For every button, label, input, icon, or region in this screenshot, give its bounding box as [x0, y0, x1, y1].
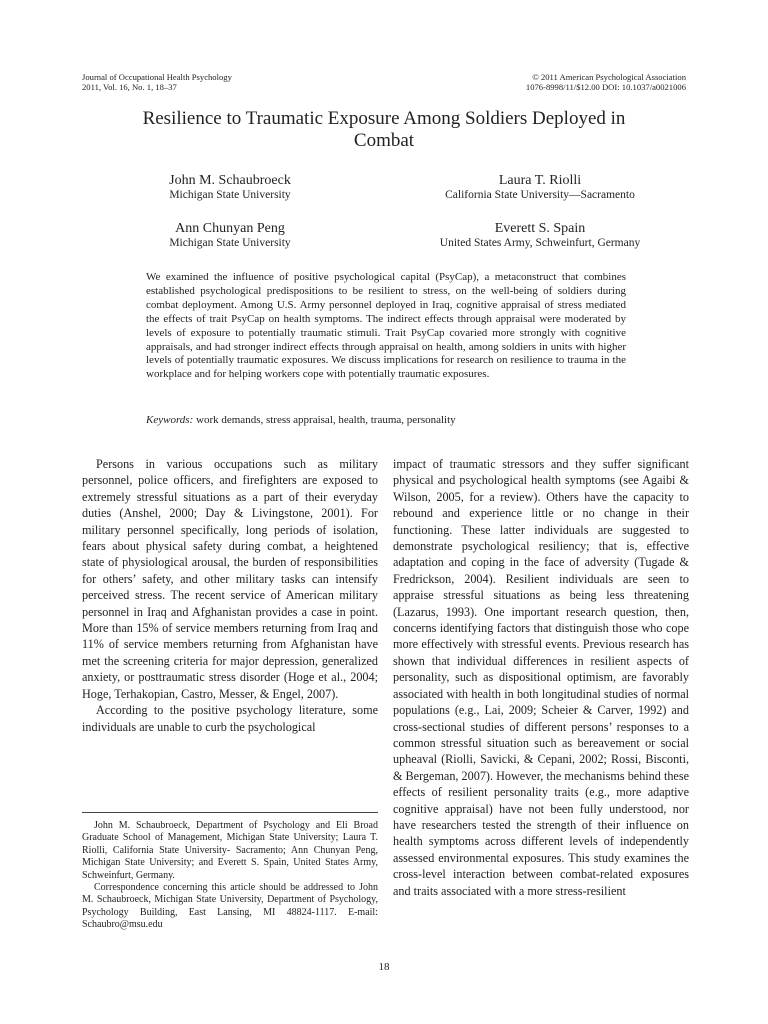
doi-line: 1076-8998/11/$12.00 DOI: 10.1037/a0021006 [525, 82, 686, 92]
author-name: Laura T. Riolli [498, 173, 582, 188]
body-paragraph: According to the positive psychology literature, some individuals are unable to curb the psychological [82, 703, 378, 734]
author-name: Ann Chunyan Peng [175, 221, 285, 236]
footnote-paragraph: Correspondence concerning this article should be addressed to John M. Schaubroeck, Michigan State University, Department of Psychology, Psychology Building, East Lansing, MI 48824-1117. E-mail: Schaubro@msu.edu [82, 882, 378, 931]
journal-volume: 2011, Vol. 16, No. 1, 18–37 [82, 82, 177, 92]
article-title: Resilience to Traumatic Exposure Among Soldiers Deployed in Combat [142, 108, 626, 151]
copyright-header [526, 72, 686, 92]
footnote-divider [82, 812, 378, 813]
author-name: Everett S. Spain [494, 221, 586, 236]
body-column-left [82, 456, 378, 735]
journal-header [82, 72, 232, 92]
author-block [130, 172, 330, 202]
keywords-text: work demands, stress appraisal, health, trauma, personality [196, 414, 456, 426]
page-number: 18 [378, 961, 390, 973]
keywords [146, 414, 456, 427]
body-paragraph: impact of traumatic stressors and they suffer significant physical and psychological health symptoms (see Agaibi & Wilson, 2005, for a review). Others have the capacity to rebound and experience little or no change in their functioning. These latter individuals are suggested to demonstrate psychological resiliency; that is, effective adaptation and coping in the face of adversity (Tugade & Fredrickson, 2004). Resilient individuals are seen to appraise stressful situations as being less threatening (Lazarus, 1993). One important research question, then, concerns identifying factors that distinguish those who cope more effectively with stressful events. Previous research has shown that individual differences in resilient aspects of personality, such as dispositional optimism, are favorably associated with health in both longitudinal studies of normal populations (e.g., Lai, 2009; Scheier & Carver, 1992) and cross-sectional studies of different persons’ responses to a common stressful situation such as bereavement or social upheaval (Riolli, Savicki, & Cepani, 2002; Rossi, Bisconti, & Bergeman, 2007). However, the mechanisms behind these effects of resilient personality traits (e.g., more adaptive cognitive appraisal) have not been fully understood, nor have researchers tested the strength of their influence on health symptoms across different levels of independently assessed environmental exposures. This study examines the cross-level interaction between combat-related exposures and traits associated with a more stress-resilient [393, 457, 689, 898]
author-affiliation: California State University—Sacramento [445, 189, 635, 201]
author-block [130, 220, 330, 250]
author-affiliation: Michigan State University [169, 237, 291, 249]
abstract: We examined the influence of positive psychological capital (PsyCap), a metaconstruct that combines established psychological predispositions to be resilient to stress, on the well-being of soldiers during combat deployment. Among U.S. Army personnel deployed in Iraq, cognitive appraisal of stress mediated the effects of trait PsyCap on health symptoms. The indirect effects through appraisal were moderated by levels of exposure to potentially traumatic stimuli. Trait PsyCap covaried more strongly with cognitive appraisals, and had stronger indirect effects through appraisal on health, among soldiers in units with higher levels of potentially traumatic exposures. We discuss implications for research on resilience to trauma in the workplace and for helping workers cope with potentially traumatic exposures. [146, 271, 626, 381]
footnote-paragraph: John M. Schaubroeck, Department of Psychology and Eli Broad Graduate School of Management, Michigan State University; Laura T. Riolli, California State University- Sacramento; Ann Chunyan Peng, Michigan State University; and Everett S. Spain, United States Army, Schweinfurt, Germany. [82, 820, 378, 881]
copyright-line: © 2011 American Psychological Association [532, 72, 686, 82]
author-block [400, 172, 680, 202]
author-affiliation: United States Army, Schweinfurt, Germany [439, 237, 641, 249]
author-footnote [82, 820, 378, 932]
body-column-right [393, 456, 689, 899]
author-block [400, 220, 680, 250]
keywords-label: Keywords: [146, 414, 194, 426]
author-name: John M. Schaubroeck [169, 173, 291, 188]
author-affiliation: Michigan State University [169, 189, 291, 201]
body-paragraph: Persons in various occupations such as military personnel, police officers, and firefighters are exposed to extremely stressful situations as a part of their everyday duties (Anshel, 2000; Day & Livingstone, 2001). For military personnel specifically, long periods of isolation, fears about physical safety during combat, a heightened state of physiological arousal, the burden of responsibilities for others’ safety, and other military tasks can intensify perceived stress. The recent service of American military personnel in Iraq and Afghanistan provides a case in point. More than 15% of service members returning from Iraq and 11% of service members returning from Afghanistan have met the screening criteria for major depression, generalized anxiety, or posttraumatic stress disorder (Hoge et al., 2004; Hoge, Terhakopian, Castro, Messer, & Engel, 2007). [82, 457, 378, 701]
journal-name: Journal of Occupational Health Psychology [82, 72, 232, 82]
